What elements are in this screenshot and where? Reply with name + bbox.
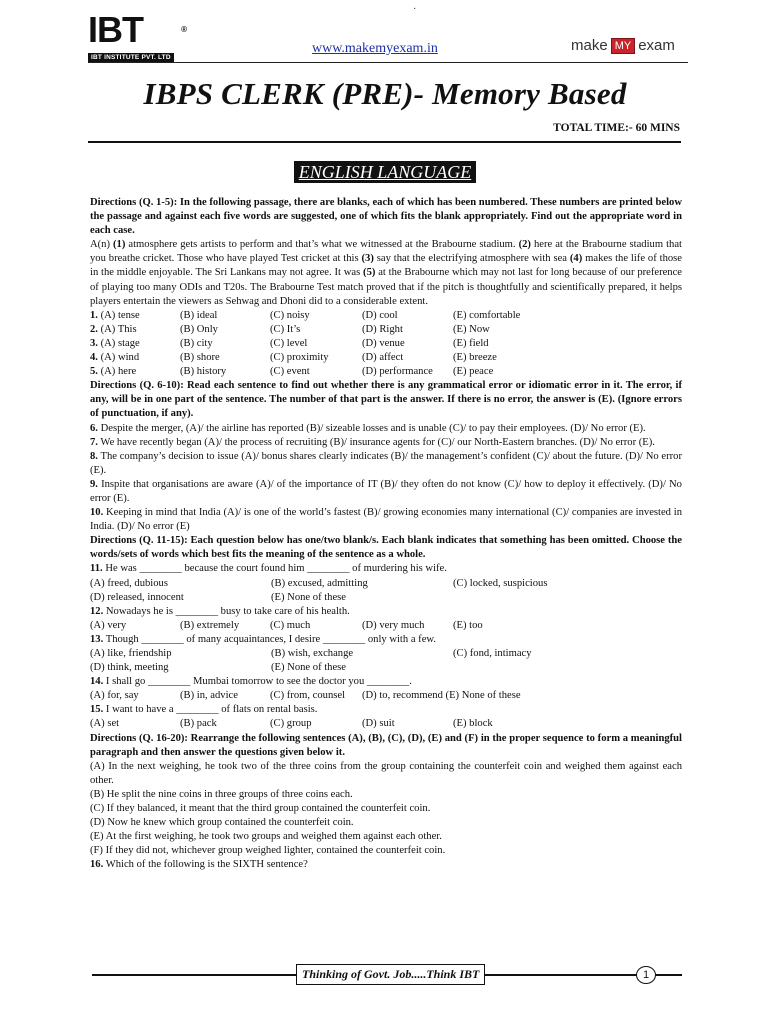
directions-6-10: Directions (Q. 6-10): Read each sentence to find out whether there is any grammatical error or idiomatic error in it. The error, if any, will be in one part of the sentence. The number of that part is the answer. If there is no error, the answer is (E). (Ignore errors of punctuation, if any).	[90, 380, 682, 420]
question-13: 13. Though ________ of many acquaintances, I desire ________ only with a few.	[90, 633, 437, 645]
header-divider	[88, 62, 688, 63]
section-heading	[0, 161, 770, 183]
website-link[interactable]: www.makemyexam.in	[312, 41, 438, 56]
footer-tagline: Thinking of Govt. Job.....Think IBT	[296, 964, 485, 985]
sentence-c: (C) If they balanced, it meant that the third group contained the counterfeit coin.	[90, 803, 431, 815]
sentence-d: (D) Now he knew which group contained the counterfeit coin.	[90, 817, 354, 829]
sentence-b: (B) He split the nine coins in three groups of three coins each.	[90, 788, 353, 800]
sentence-a: (A) In the next weighing, he took two of the three coins from the group containing the counterfeit coin and weighed them against each other.	[90, 760, 682, 786]
directions-11-15: Directions (Q. 11-15): Each question below has one/two blank/s. Each blank indicates that something has been omitted. Choose the words/sets of words which best fits the meaning of the sentence as a whole.	[90, 535, 682, 561]
question-2-options: 2. (A) This (B) Only (C) It’s (D) Right (E) Now	[90, 323, 490, 335]
question-10: 10. Keeping in mind that India (A)/ is one of the world’s fastest (B)/ growing economies many international (C)/ companies are invested in India. (D)/ No error (E)	[90, 507, 682, 533]
page-title: IBPS CLERK (PRE)- Memory Based	[143, 76, 627, 111]
directions-16-20: Directions (Q. 16-20): Rearrange the following sentences (A), (B), (C), (D), (E) and (F) in the proper sequence to form a meaningful paragraph and then answer the questions given below it.	[90, 732, 682, 758]
sentence-e: (E) At the first weighing, he took two groups and weighed them against each other.	[90, 831, 442, 843]
question-7: 7. We have recently began (A)/ the process of recruiting (B)/ insurance agents for (C)/ our North-Eastern branches. (D)/ No error (E).	[90, 436, 655, 448]
question-11: 11. He was ________ because the court found him ________ of murdering his wife.	[90, 563, 447, 575]
page-footer	[88, 962, 688, 988]
sentence-f: (F) If they did not, whichever group weighed lighter, contained the counterfeit coin.	[90, 845, 446, 857]
page-number: 1	[636, 966, 656, 984]
question-3-options: 3. (A) stage (B) city (C) level (D) venue (E) field	[90, 337, 489, 349]
question-15: 15. I want to have a ________ of flats on rental basis.	[90, 704, 318, 716]
question-8: 8. The company’s decision to issue (A)/ bonus shares clearly indicates (B)/ the management’s confident (C)/ about the future. (D)/ No error (E).	[90, 450, 682, 476]
brand-middle: MY	[611, 38, 636, 54]
brand-left: make	[571, 37, 608, 54]
page-header	[0, 0, 770, 70]
makemyexam-logo	[571, 37, 675, 54]
question-12: 12. Nowadays he is ________ busy to take care of his health.	[90, 605, 350, 617]
total-time: TOTAL TIME:- 60 MINS	[553, 122, 680, 134]
question-12-options: (A) very (B) extremely (C) much (D) very much (E) too	[90, 619, 483, 631]
question-14-options: (A) for, say (B) in, advice (C) from, counsel (D) to, recommend (E) None of these	[90, 690, 521, 702]
question-5-options: 5. (A) here (B) history (C) event (D) performance (E) peace	[90, 366, 494, 378]
passage: A(n) (1) atmosphere gets artists to perform and that’s what we witnessed at the Brabourne stadium. (2) here at the Brabourne stadium that you breathe cricket. Those who have played Test cricket at this (3) say that the electrifying atmosphere with sea (4) makes the life of those in the middle enjoyable. The Sri Lankans may not agree. It was (5) at the Brabourne which may not last for long because of our preference of playing too many ODIs and T20s. The Brabourne Test match proved that if the pitch is thoughtfully and scientifically prepared, it helps players entertain the viewers as Sehwag and Dhoni did to a considerable extent.	[90, 239, 683, 307]
registered-mark: ®	[181, 25, 186, 34]
title-divider	[88, 141, 681, 143]
brand-right: exam	[638, 37, 675, 54]
question-14: 14. I shall go ________ Mumbai tomorrow to see the doctor you ________.	[90, 676, 412, 688]
section-title: ENGLISH LANGUAGE	[294, 161, 477, 183]
question-11-options: (A) freed, dubious (B) excused, admitting (C) locked, suspicious (D) released, innocent (E) None of these	[90, 577, 548, 603]
question-1-options: 1. (A) tense (B) ideal (C) noisy (D) cool (E) comfortable	[90, 309, 521, 321]
ibt-logo	[88, 9, 186, 64]
question-6: 6. Despite the merger, (A)/ the airline has reported (B)/ sizeable losses and is unable (C)/ to pay their employees. (D)/ No error (E).	[90, 422, 646, 434]
question-13-options: (A) like, friendship (B) wish, exchange (C) fond, intimacy (D) think, meeting (E) None of these	[90, 648, 532, 674]
question-16: 16. Which of the following is the SIXTH sentence?	[90, 859, 308, 871]
question-content	[90, 196, 682, 873]
question-4-options: 4. (A) wind (B) shore (C) proximity (D) affect (E) breeze	[90, 352, 497, 364]
logo-subtitle: IBT INSTITUTE PVT. LTD	[88, 53, 174, 62]
stray-dot: ·	[413, 4, 417, 15]
directions-1-5: Directions (Q. 1-5): In the following passage, there are blanks, each of which has been numbered. These numbers are printed below the passage and against each five words are suggested, one of which fits the blank appropriately. Find out the appropriate word in each case.	[90, 197, 682, 237]
question-9: 9. Inspite that organisations are aware (A)/ of the importance of IT (B)/ they often do not know (C)/ how to deploy it effectively. (D)/ No error (E).	[90, 478, 682, 504]
logo-text: IBT	[88, 9, 143, 50]
question-15-options: (A) set (B) pack (C) group (D) suit (E) block	[90, 718, 493, 730]
